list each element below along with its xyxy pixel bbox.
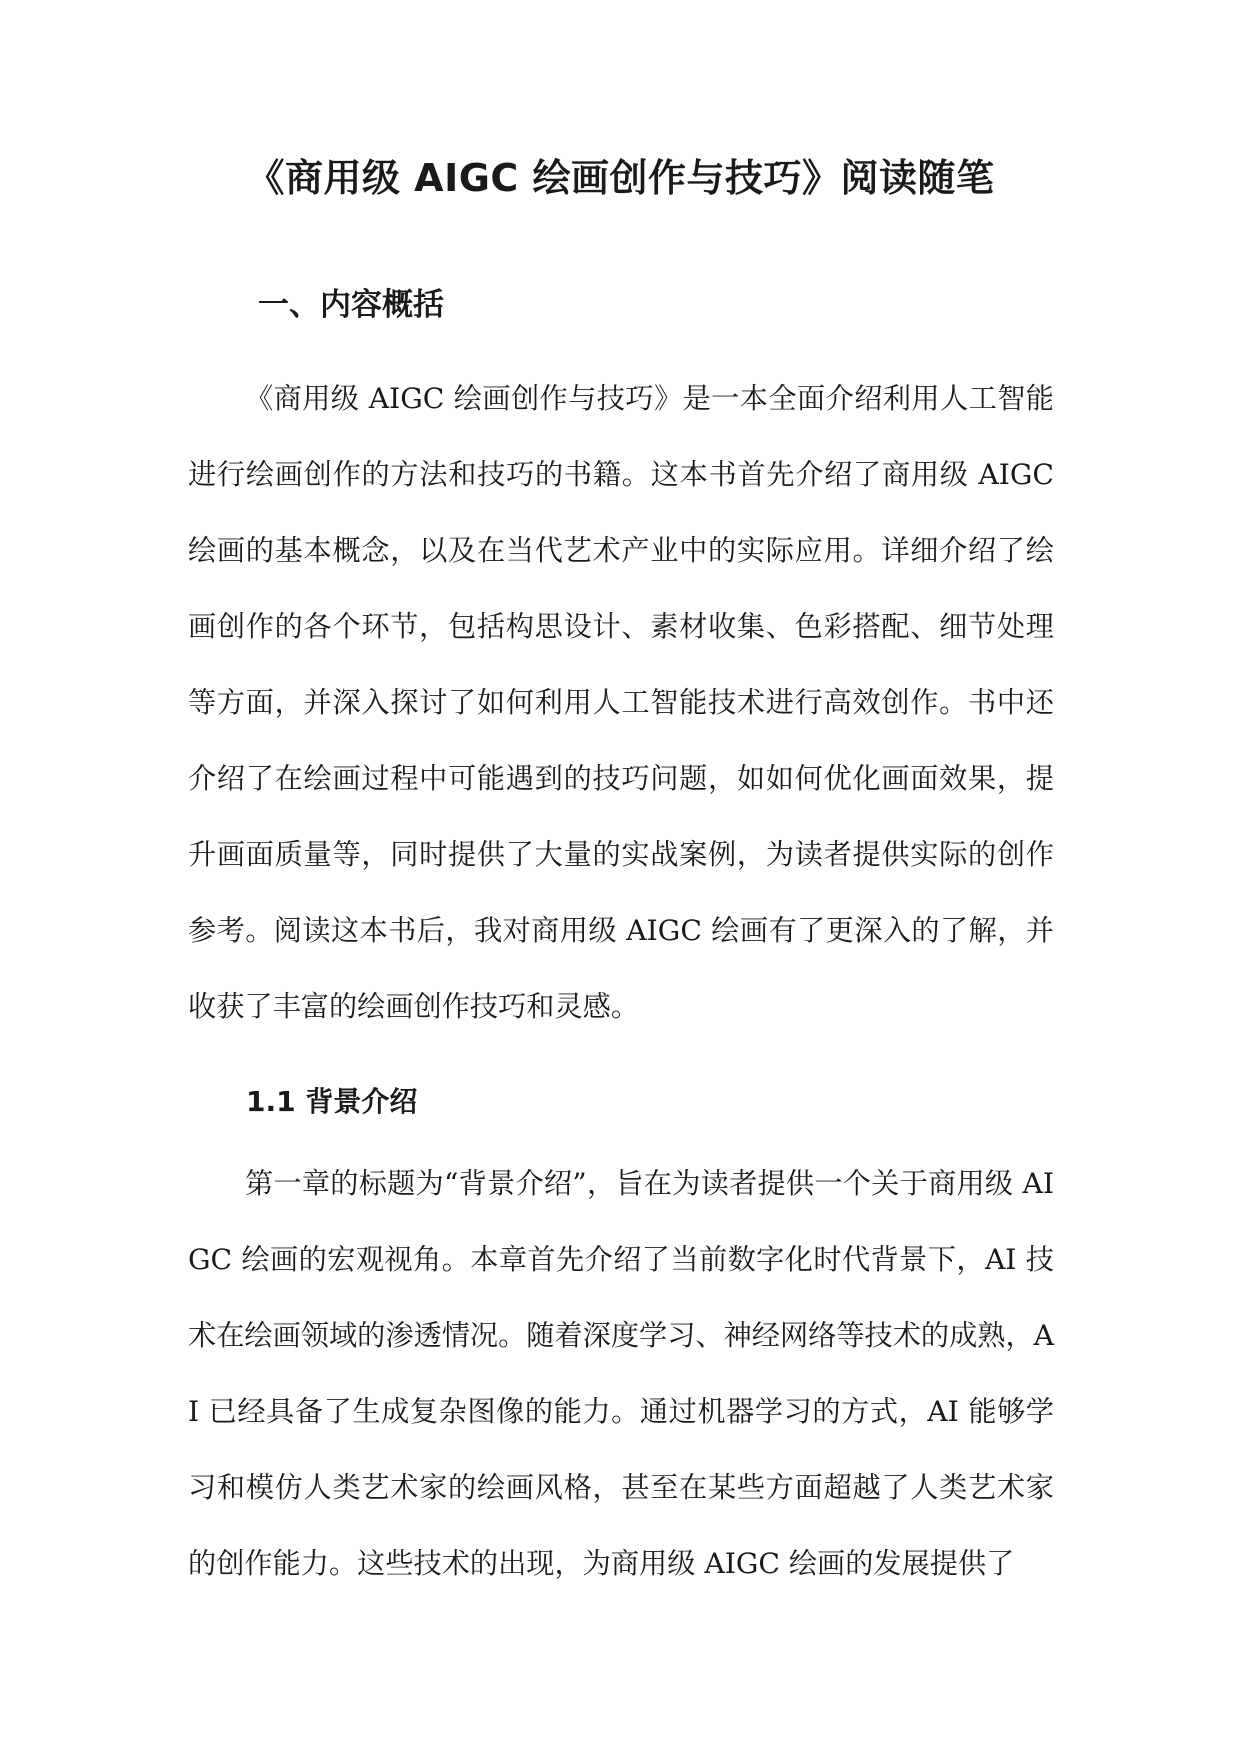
section-heading-content-summary: 一、内容概括 [258, 287, 444, 323]
background-paragraph: 第一章的标题为“背景介绍”，旨在为读者提供一个关于商用级 AIGC 绘画的宏观视角。本章首先介绍了当前数字化时代背景下，AI 技术在绘画领域的渗透情况。随着深度学习、神经网络等技术的成熟，AI 已经具备了生成复杂图像的能力。通过机器学习的方式，AI 能够学习和模仿人类艺术家的绘画风格，甚至在某些方面超越了人类艺术家的创作能力。这些技术的出现，为商用级 AIGC 绘画的发展提供了 [188, 1167, 1054, 1580]
document-title: 《商用级 AIGC 绘画创作与技巧》阅读随笔 [246, 156, 995, 200]
subsection-heading-background: 1.1 背景介绍 [246, 1085, 418, 1118]
content-summary-paragraph: 《商用级 AIGC 绘画创作与技巧》是一本全面介绍利用人工智能进行绘画创作的方法和技巧的书籍。这本书首先介绍了商用级 AIGC 绘画的基本概念，以及在当代艺术产业中的实际应用。详细介绍了绘画创作的各个环节，包括构思设计、素材收集、色彩搭配、细节处理等方面，并深入探讨了如何利用人工智能技术进行高效创作。书中还介绍了在绘画过程中可能遇到的技巧问题，如如何优化画面效果，提升画面质量等，同时提供了大量的实战案例，为读者提供实际的创作参考。阅读这本书后，我对商用级 AIGC 绘画有了更深入的了解，并收获了丰富的绘画创作技巧和灵感。 [188, 382, 1054, 1023]
